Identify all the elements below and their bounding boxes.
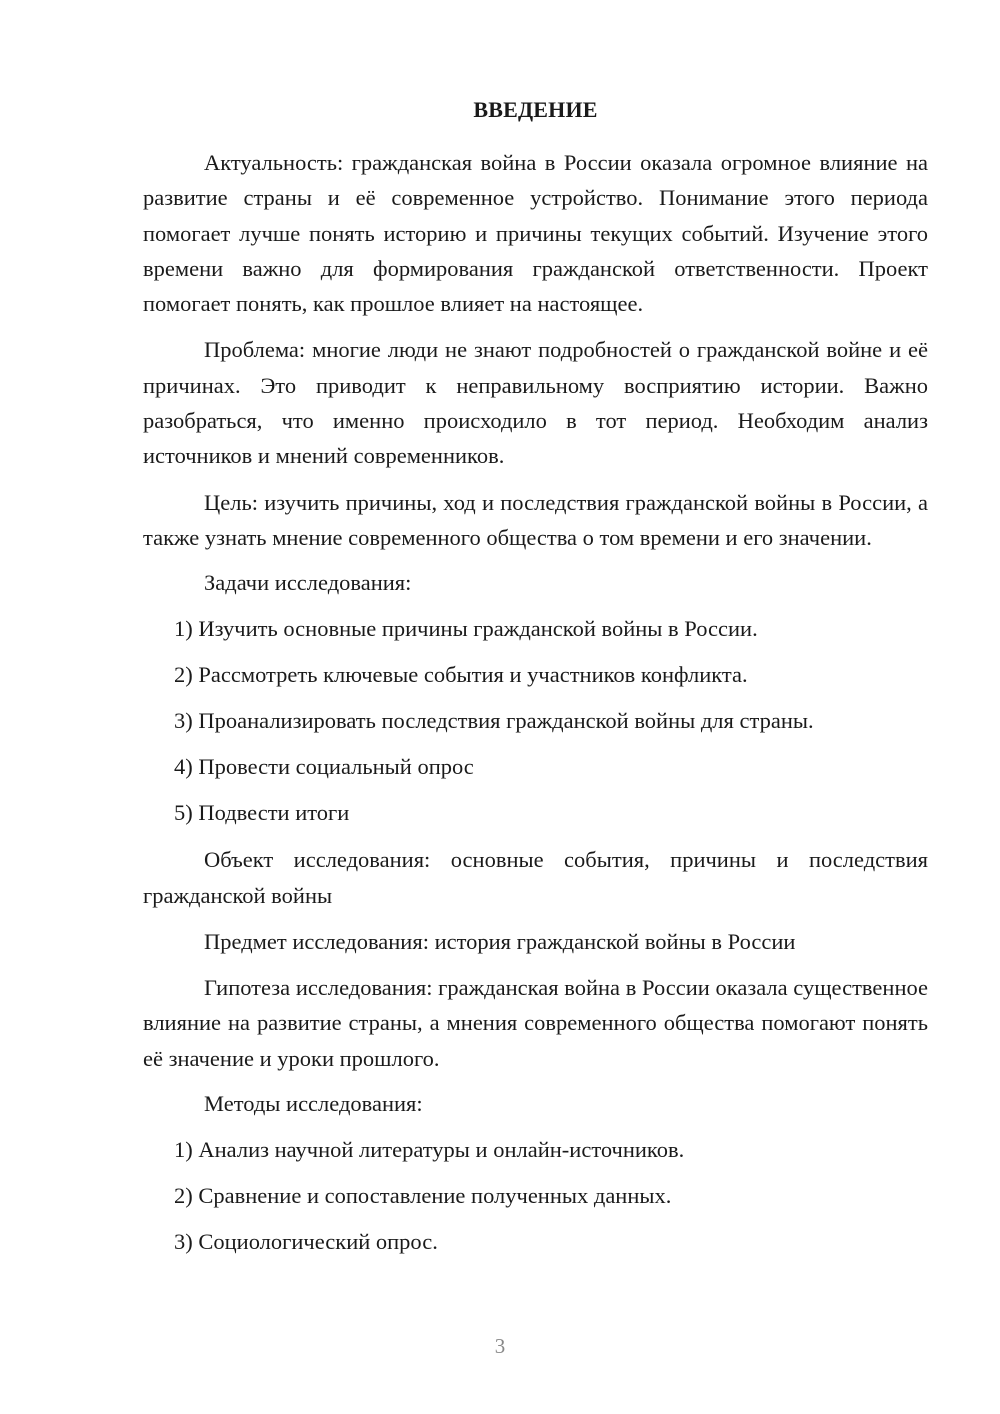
relevance-paragraph: Актуальность: гражданская война в России оказала огромное влияние на развитие страны и её современное устройство. Понимание этого периода помогает лучше понять историю и причины текущих событий. Изучение этого времени важно для формирования гражданской ответственности. Проект помогает понять, как прошлое влияет на настоящее.: [143, 150, 928, 317]
section-title: ВВЕДЕНИЕ: [473, 97, 598, 122]
page-content: [143, 95, 928, 1271]
task-item: 2) Рассмотреть ключевые события и участников конфликта.: [174, 662, 748, 688]
task-item: 3) Проанализировать последствия гражданской войны для страны.: [174, 708, 814, 734]
page-number: 3: [494, 1334, 506, 1358]
goal-paragraph: Цель: изучить причины, ход и последствия гражданской войны в России, а также узнать мнение современного общества о том времени и его значении.: [143, 489, 928, 550]
problem-paragraph: Проблема: многие люди не знают подробностей о гражданской войне и её причинах. Это приводит к неправильному восприятию истории. Важно разобраться, что именно происходило в тот период. Необходим анализ источников и мнений современников.: [143, 337, 928, 469]
task-item: 1) Изучить основные причины гражданской войны в России.: [174, 616, 758, 642]
subject-paragraph: Предмет исследования: история гражданской войны в России: [204, 928, 796, 954]
method-item: 3) Социологический опрос.: [174, 1229, 438, 1255]
methods-heading: Методы исследования:: [204, 1091, 423, 1117]
method-item: 2) Сравнение и сопоставление полученных данных.: [174, 1183, 672, 1209]
method-item: 1) Анализ научной литературы и онлайн-источников.: [174, 1137, 685, 1163]
task-item: 4) Провести социальный опрос: [174, 754, 474, 780]
hypothesis-paragraph: Гипотеза исследования: гражданская война в России оказала существенное влияние на развитие страны, а мнения современного общества помогают понять её значение и уроки прошлого.: [143, 975, 928, 1071]
tasks-heading: Задачи исследования:: [204, 570, 412, 596]
object-paragraph: Объект исследования: основные события, причины и последствия гражданской войны: [143, 847, 928, 908]
task-item: 5) Подвести итоги: [174, 800, 350, 826]
